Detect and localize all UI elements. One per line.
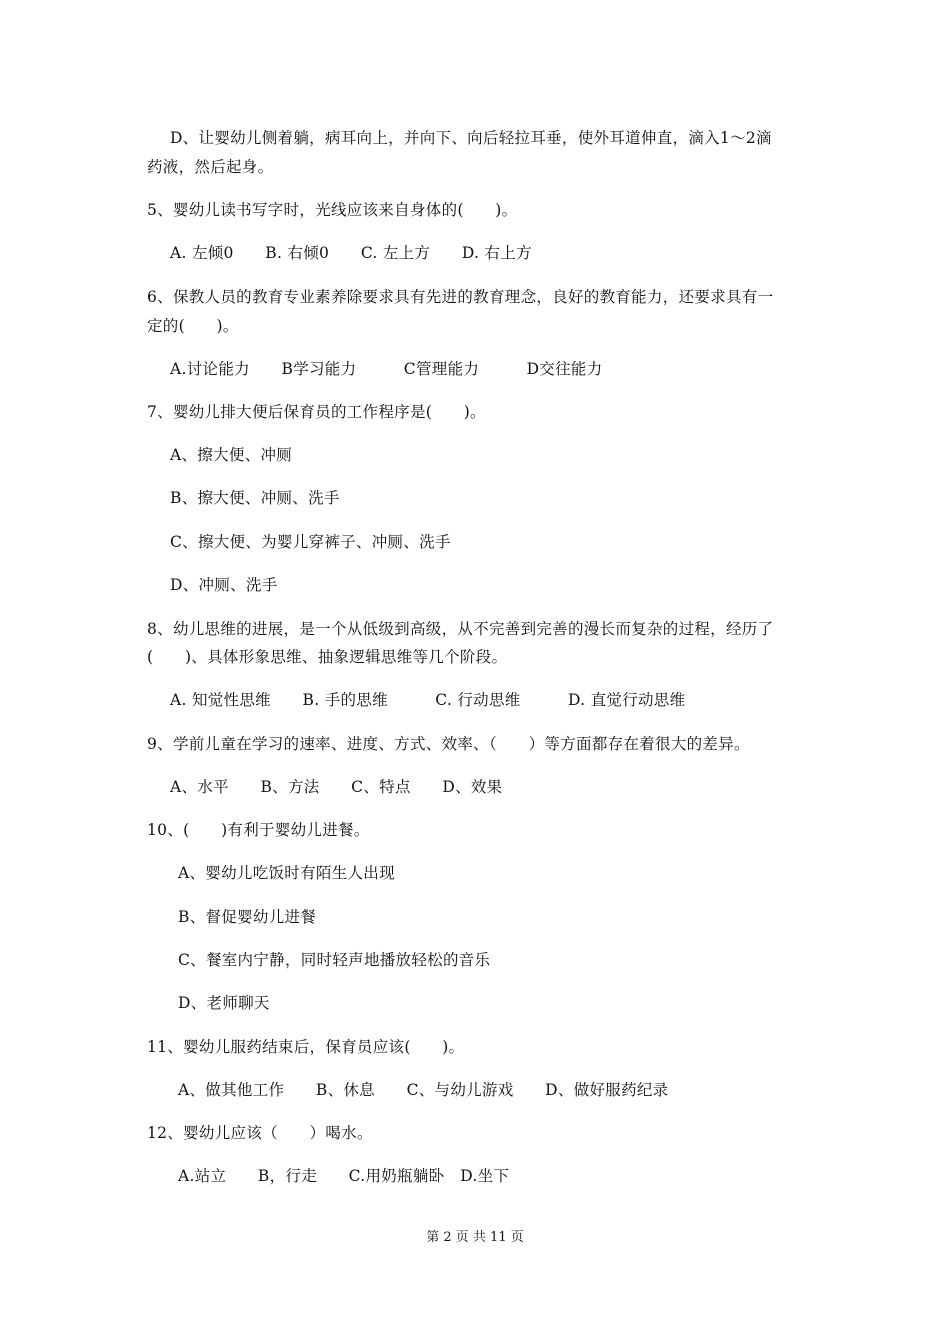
q10-question: 10、( )有利于婴幼儿进餐。 <box>147 821 370 839</box>
q4-option-d-line1: D、让婴幼儿侧着躺，病耳向上，并向下、向后轻拉耳垂，使外耳道伸直，滴入1～2滴 <box>170 129 772 147</box>
q10-option-b: B、督促婴幼儿进餐 <box>178 908 317 926</box>
q8-question-line1: 8、幼儿思维的进展，是一个从低级到高级，从不完善到完善的漫长而复杂的过程，经历了 <box>147 620 774 638</box>
q6-options: A.讨论能力 B学习能力 C管理能力 D交往能力 <box>170 360 603 378</box>
page-number-footer: 第 2 页 共 11 页 <box>426 1230 524 1245</box>
q6-question-line1: 6、保教人员的教育专业素养除要求具有先进的教育理念，良好的教育能力，还要求具有一 <box>147 288 774 306</box>
q6-question-line2: 定的( )。 <box>147 317 239 335</box>
q10-option-c: C、餐室内宁静，同时轻声地播放轻松的音乐 <box>178 951 491 969</box>
q11-options: A、做其他工作 B、休息 C、与幼儿游戏 D、做好服药纪录 <box>178 1081 669 1099</box>
q12-options: A.站立 B，行走 C.用奶瓶躺卧 D.坐下 <box>178 1167 510 1185</box>
q4-option-d-line2: 药液，然后起身。 <box>147 158 274 176</box>
q7-option-b: B、擦大便、冲厕、洗手 <box>170 489 340 507</box>
q9-options: A、水平 B、方法 C、特点 D、效果 <box>170 778 503 796</box>
q10-option-a: A、婴幼儿吃饭时有陌生人出现 <box>178 864 395 882</box>
q7-option-a: A、擦大便、冲厕 <box>170 446 293 464</box>
q7-question: 7、婴幼儿排大便后保育员的工作程序是( )。 <box>147 403 486 421</box>
q11-question: 11、婴幼儿服药结束后，保育员应该( )。 <box>147 1038 465 1056</box>
q10-option-d: D、老师聊天 <box>178 994 270 1012</box>
q7-option-d: D、冲厕、洗手 <box>170 576 278 594</box>
q8-options: A. 知觉性思维 B. 手的思维 C. 行动思维 D. 直觉行动思维 <box>170 691 686 709</box>
q12-question: 12、婴幼儿应该（ ）喝水。 <box>147 1124 373 1142</box>
q5-question: 5、婴幼儿读书写字时，光线应该来自身体的( )。 <box>147 201 518 219</box>
q8-question-line2: ( )、具体形象思维、抽象逻辑思维等几个阶段。 <box>147 648 508 666</box>
q7-option-c: C、擦大便、为婴儿穿裤子、冲厕、洗手 <box>170 533 451 551</box>
q9-question: 9、学前儿童在学习的速率、进度、方式、效率、（ ）等方面都存在着很大的差异。 <box>147 735 750 753</box>
q5-options: A. 左倾0 B. 右倾0 C. 左上方 D. 右上方 <box>170 244 532 262</box>
